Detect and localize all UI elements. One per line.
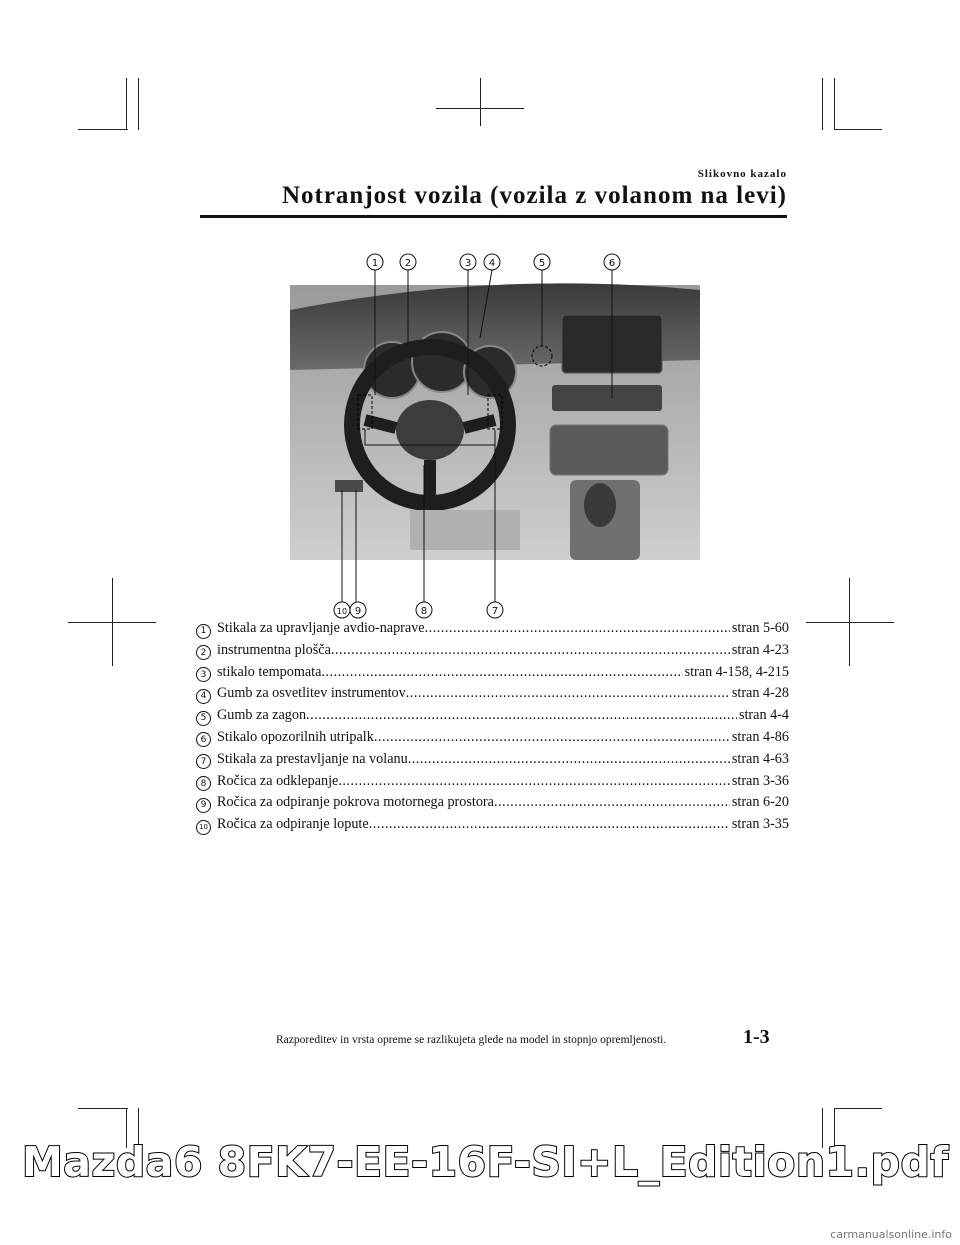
marker-8: 8 [420, 606, 428, 617]
marker-6: 6 [608, 258, 616, 269]
header-divider [200, 215, 787, 218]
center-vents [552, 385, 662, 411]
gear-knob [584, 483, 616, 527]
list-item: 8 Ročica za odklepanje ..... stran 3-36 [196, 773, 789, 795]
marker-1: 1 [371, 258, 379, 269]
section-label: Slikovno kazalo [697, 168, 787, 180]
marker-10: 10 [336, 607, 348, 616]
list-item: 6 Stikalo opozorilnih utripalk ..... stran 4-86 [196, 729, 789, 751]
list-item: 7 Stikala za prestavljanje na volanu ..... stran 4-63 [196, 751, 789, 773]
page-title: Notranjost vozila (vozila z volanom na levi) [281, 182, 787, 209]
marker-5: 5 [538, 258, 546, 269]
marker-9: 9 [354, 606, 362, 617]
dashboard-illustration [290, 250, 700, 620]
marker-7: 7 [491, 606, 499, 617]
list-item: 3 stikalo tempomata ..... stran 4-158, 4-215 [196, 664, 789, 686]
document-filename-banner: Mazda6 8FK7-EE-16F-SI+L_Edition1.pdf [22, 1138, 949, 1186]
climate-panel [550, 425, 668, 475]
watermark: carmanualsonline.info [830, 1228, 952, 1241]
list-item: 1 Stikala za upravljanje avdio-naprave ..... stran 5-60 [196, 620, 789, 642]
callout-list [196, 620, 789, 838]
list-item: 4 Gumb za osvetlitev instrumentov ..... stran 4-28 [196, 685, 789, 707]
list-item: 5 Gumb za zagon ..... stran 4-4 [196, 707, 789, 729]
footer-note: Razporeditev in vrsta opreme se razlikujeta glede na model in stopnjo opremljenosti. [276, 1034, 667, 1046]
marker-2: 2 [404, 258, 412, 269]
left-levers [335, 480, 363, 492]
list-item: 9 Ročica za odpiranje pokrova motornega prostora ..... stran 6-20 [196, 794, 789, 816]
steering-wheel-hub [396, 400, 464, 460]
marker-3: 3 [464, 258, 472, 269]
list-item: 2 instrumentna plošča ..... stran 4-23 [196, 642, 789, 664]
marker-4: 4 [488, 258, 496, 269]
pedals [410, 510, 520, 550]
list-item: 10 Ročica za odpiranje lopute ..... stran 3-35 [196, 816, 789, 838]
page-number: 1-3 [743, 1026, 770, 1048]
